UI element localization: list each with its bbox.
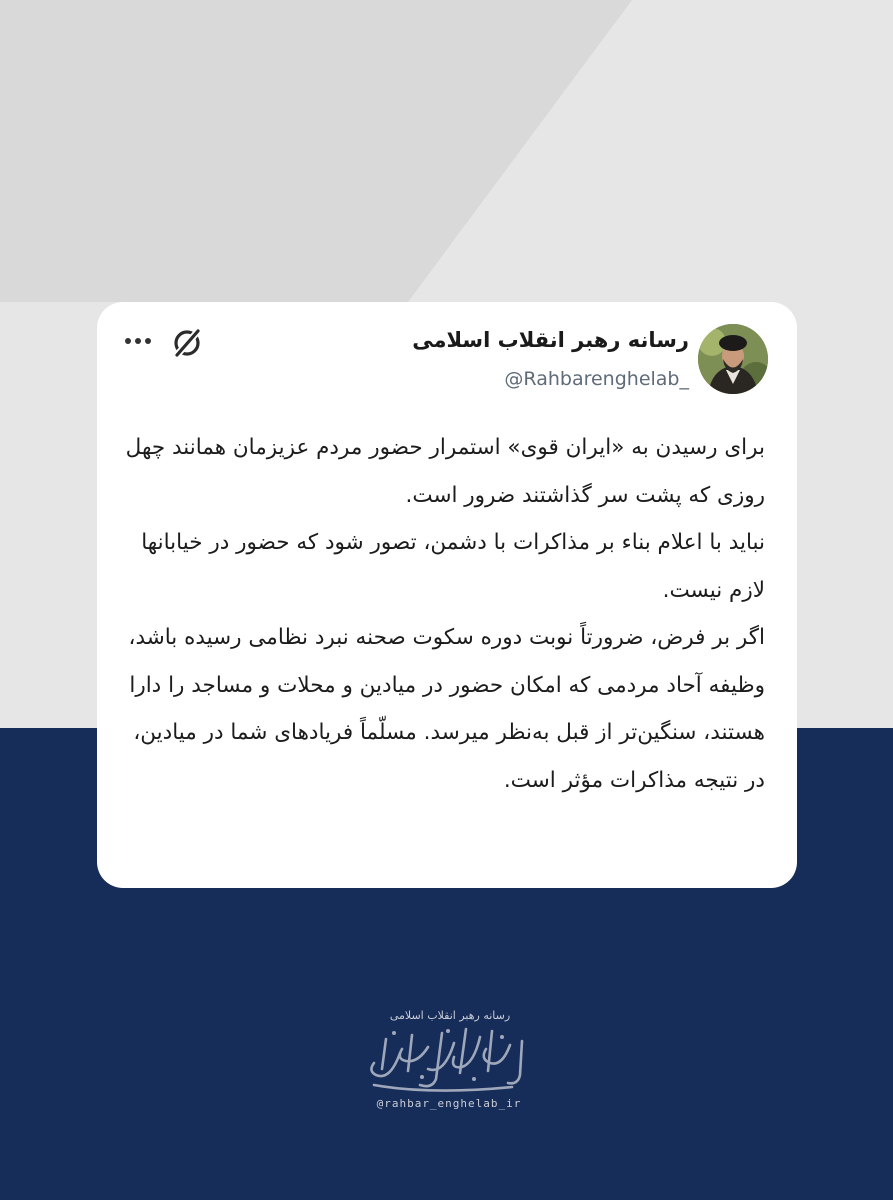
- user-handle[interactable]: @Rahbarenghelab_: [504, 368, 689, 390]
- post-text: [115, 424, 765, 804]
- more-horizontal-icon[interactable]: [123, 330, 153, 352]
- display-name[interactable]: رسانه رهبر انقلاب اسلامی: [412, 328, 689, 352]
- post-paragraph: نباید با اعلام بناء بر مذاکرات با دشمن، تصور شود که حضور در خیابانها لازم نیست.: [141, 530, 765, 603]
- post-card: [97, 302, 797, 888]
- link-off-icon[interactable]: [170, 326, 204, 360]
- calligraphy-signature: [362, 1023, 534, 1097]
- post-paragraph: برای رسیدن به «ایران قوی» استمرار حضور مردم عزیزمان همانند چهل روزی که پشت سر گذاشتند ضرور است.: [125, 435, 765, 508]
- footer-handle: @rahbar_enghelab_ir: [376, 1097, 522, 1110]
- footer-label: رسانه رهبر انقلاب اسلامی: [389, 1009, 511, 1022]
- avatar-portrait-icon: [698, 324, 768, 394]
- post-paragraph: اگر بر فرض، ضرورتاً نوبت دوره سکوت صحنه نبرد نظامی رسیده باشد، وظیفه آحاد مردمی که امکان حضور در میادین و محلات و مساجد را دارا هستند، سنگین‌تر از قبل به‌نظر میرسد. مسلّماً فریادهای شما در میادین، در نتیجه مذاکرات مؤثر است.: [128, 625, 765, 793]
- avatar[interactable]: [698, 324, 768, 394]
